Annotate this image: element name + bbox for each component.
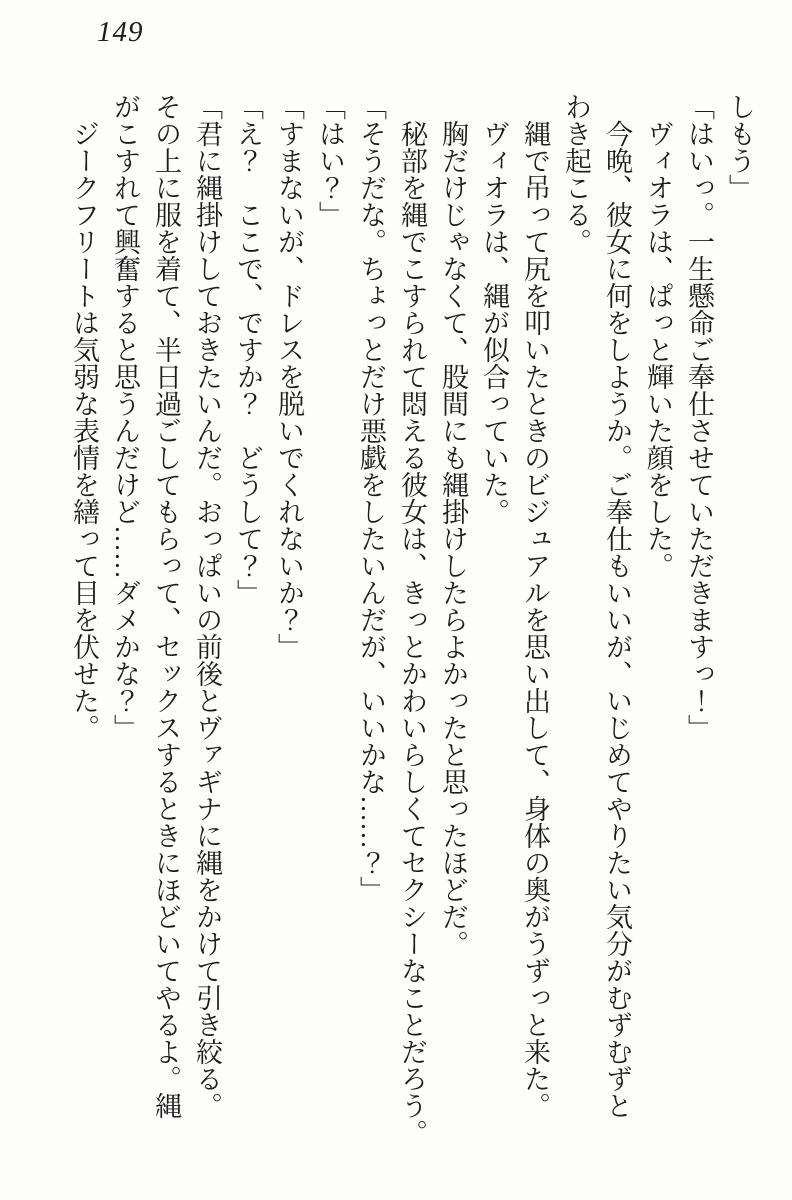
text-line: 秘部を縄でこすられて悶える彼女は、きっとかわいらしくてセクシーなことだろう。 [397, 120, 427, 1146]
text-line: 胸だけじゃなくて、股間にも縄掛けしたらよかったと思ったほどだ。 [438, 120, 468, 957]
text-line: 「君に縄掛けしておきたいんだ。おっぱいの前後とヴァギナに縄をかけて引き絞る。 [192, 93, 222, 1119]
text-line: 「そうだな。ちょっとだけ悪戯をしたいんだが、いいかな……？」 [356, 93, 386, 903]
text-line: 「すまないが、ドレスを脱いでくれないか？」 [274, 93, 304, 660]
text-line: ヴィオラは、縄が似合っていた。 [479, 120, 509, 525]
text-line: 縄で吊って尻を叩いたときのビジュアルを思い出して、身体の奥がうずっと来た。 [520, 120, 550, 1119]
text-line: ジークフリートは気弱な表情を繕って目を伏せた。 [69, 120, 99, 741]
text-line: わき起こる。 [561, 93, 591, 255]
text-block [62, 93, 760, 1146]
text-line: がこすれて興奮すると思うんだけど……ダメかな？」 [110, 93, 140, 741]
text-line: しもう」 [725, 93, 755, 201]
text-line: その上に服を着て、半日過ごしてもらって、セックスするときにほどいてやるよ。縄 [151, 93, 181, 1119]
text-line: 「はいっ。一生懸命ご奉仕させていただきますっ！」 [684, 93, 714, 741]
text-line: 「え？ ここで、ですか？ どうして？」 [233, 93, 263, 606]
page-number: 149 [97, 16, 144, 48]
text-line: 今晩、彼女に何をしようか。ご奉仕もいいが、いじめてやりたい気分がむずむずと [602, 120, 632, 1119]
text-line: ヴィオラは、ぱっと輝いた顔をした。 [643, 120, 673, 579]
text-line: 「はい？」 [315, 93, 345, 228]
